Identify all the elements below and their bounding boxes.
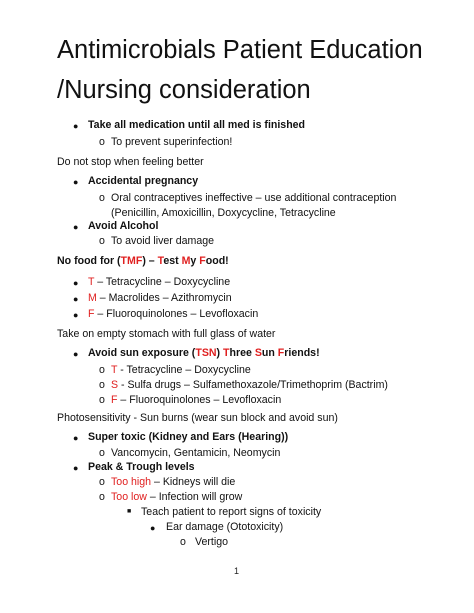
sub-bullet-icon: o xyxy=(99,364,105,376)
sub-vancomycin: Vancomycin, Gentamicin, Neomycin xyxy=(111,447,281,459)
para-photosensitivity: Photosensitivity - Sun burns (wear sun block and avoid sun) xyxy=(57,412,338,424)
sub-ear-damage: Ear damage (Ototoxicity) xyxy=(166,521,284,533)
tmf-item: T – Tetracycline – Doxycycline xyxy=(88,276,231,288)
sub-oral-contraceptives-cont: (Penicillin, Amoxicillin, Doxycycline, Tetracycline xyxy=(111,207,336,219)
sub-teach-patient: Teach patient to report signs of toxicity xyxy=(141,506,322,518)
tmf-word1: est xyxy=(163,255,182,267)
sub-liver-damage: To avoid liver damage xyxy=(111,235,215,247)
sub-bullet-icon: o xyxy=(99,394,105,406)
title-line-2: /Nursing consideration xyxy=(57,76,311,104)
tsn-item: F – Fluoroquinolones – Levofloxacin xyxy=(111,394,282,406)
tmf-mid: ) – xyxy=(142,255,158,267)
tmf-pre: No food for ( xyxy=(57,255,121,267)
bullet-icon: ● xyxy=(73,349,79,359)
sub-bullet-icon: o xyxy=(99,192,105,204)
bullet-avoid-sun: Avoid sun exposure (TSN) Three Sun Friends! xyxy=(88,347,320,359)
tmf-letter-t: T xyxy=(157,255,164,267)
square-bullet-icon: ■ xyxy=(127,508,132,515)
tmf-acronym: TMF xyxy=(120,255,143,267)
sub-bullet-icon: o xyxy=(99,136,105,148)
tmf-item: F – Fluoroquinolones – Levofloxacin xyxy=(88,308,259,320)
bullet-icon: ● xyxy=(73,433,79,443)
bullet-icon: ● xyxy=(73,177,79,187)
sub-prevent-superinfection: To prevent superinfection! xyxy=(111,136,233,148)
sub-too-low: Too low – Infection will grow xyxy=(111,491,243,503)
bullet-icon: ● xyxy=(73,121,79,131)
bullet-icon: ● xyxy=(73,310,79,320)
sub-bullet-icon: o xyxy=(99,235,105,247)
bullet-icon: ● xyxy=(73,278,79,288)
sub-bullet-icon: o xyxy=(99,476,105,488)
sub-vertigo: Vertigo xyxy=(195,536,228,548)
para-do-not-stop: Do not stop when feeling better xyxy=(57,156,204,168)
page-title xyxy=(57,30,457,110)
tmf-word2: y xyxy=(190,255,200,267)
title-line-1: Antimicrobials Patient Education xyxy=(57,36,423,64)
bullet-icon: ● xyxy=(73,294,79,304)
tsn-item: S - Sulfa drugs – Sulfamethoxazole/Trimethoprim (Bactrim) xyxy=(111,379,388,391)
tmf-letter-f: F xyxy=(199,255,206,267)
tsn-acronym: TSN xyxy=(195,347,217,359)
bullet-take-all-medication: Take all medication until all med is finished xyxy=(88,119,306,131)
tmf-letter-m: M xyxy=(181,255,191,267)
page-number: 1 xyxy=(234,566,240,576)
tmf-word3: ood! xyxy=(205,255,229,267)
tmf-item: M – Macrolides – Azithromycin xyxy=(88,292,232,304)
sub-bullet-icon: o xyxy=(99,491,105,503)
sub-bullet-icon: o xyxy=(99,447,105,459)
bullet-icon: ● xyxy=(73,463,79,473)
sub-too-high: Too high – Kidneys will die xyxy=(111,476,236,488)
para-empty-stomach: Take on empty stomach with full glass of water xyxy=(57,328,276,340)
bullet-accidental-pregnancy: Accidental pregnancy xyxy=(88,175,199,187)
bullet-icon: ● xyxy=(73,222,79,232)
heading-tmf xyxy=(57,254,229,268)
sub-bullet-icon: o xyxy=(180,536,186,548)
bullet-avoid-alcohol: Avoid Alcohol xyxy=(88,220,159,232)
sub-oral-contraceptives: Oral contraceptives ineffective – use additional contraception xyxy=(111,192,397,204)
tsn-item: T - Tetracycline – Doxycycline xyxy=(111,364,251,376)
bullet-icon: ● xyxy=(150,523,156,533)
bullet-super-toxic: Super toxic (Kidney and Ears (Hearing)) xyxy=(88,431,289,443)
bullet-peak-trough: Peak & Trough levels xyxy=(88,461,195,473)
sub-bullet-icon: o xyxy=(99,379,105,391)
